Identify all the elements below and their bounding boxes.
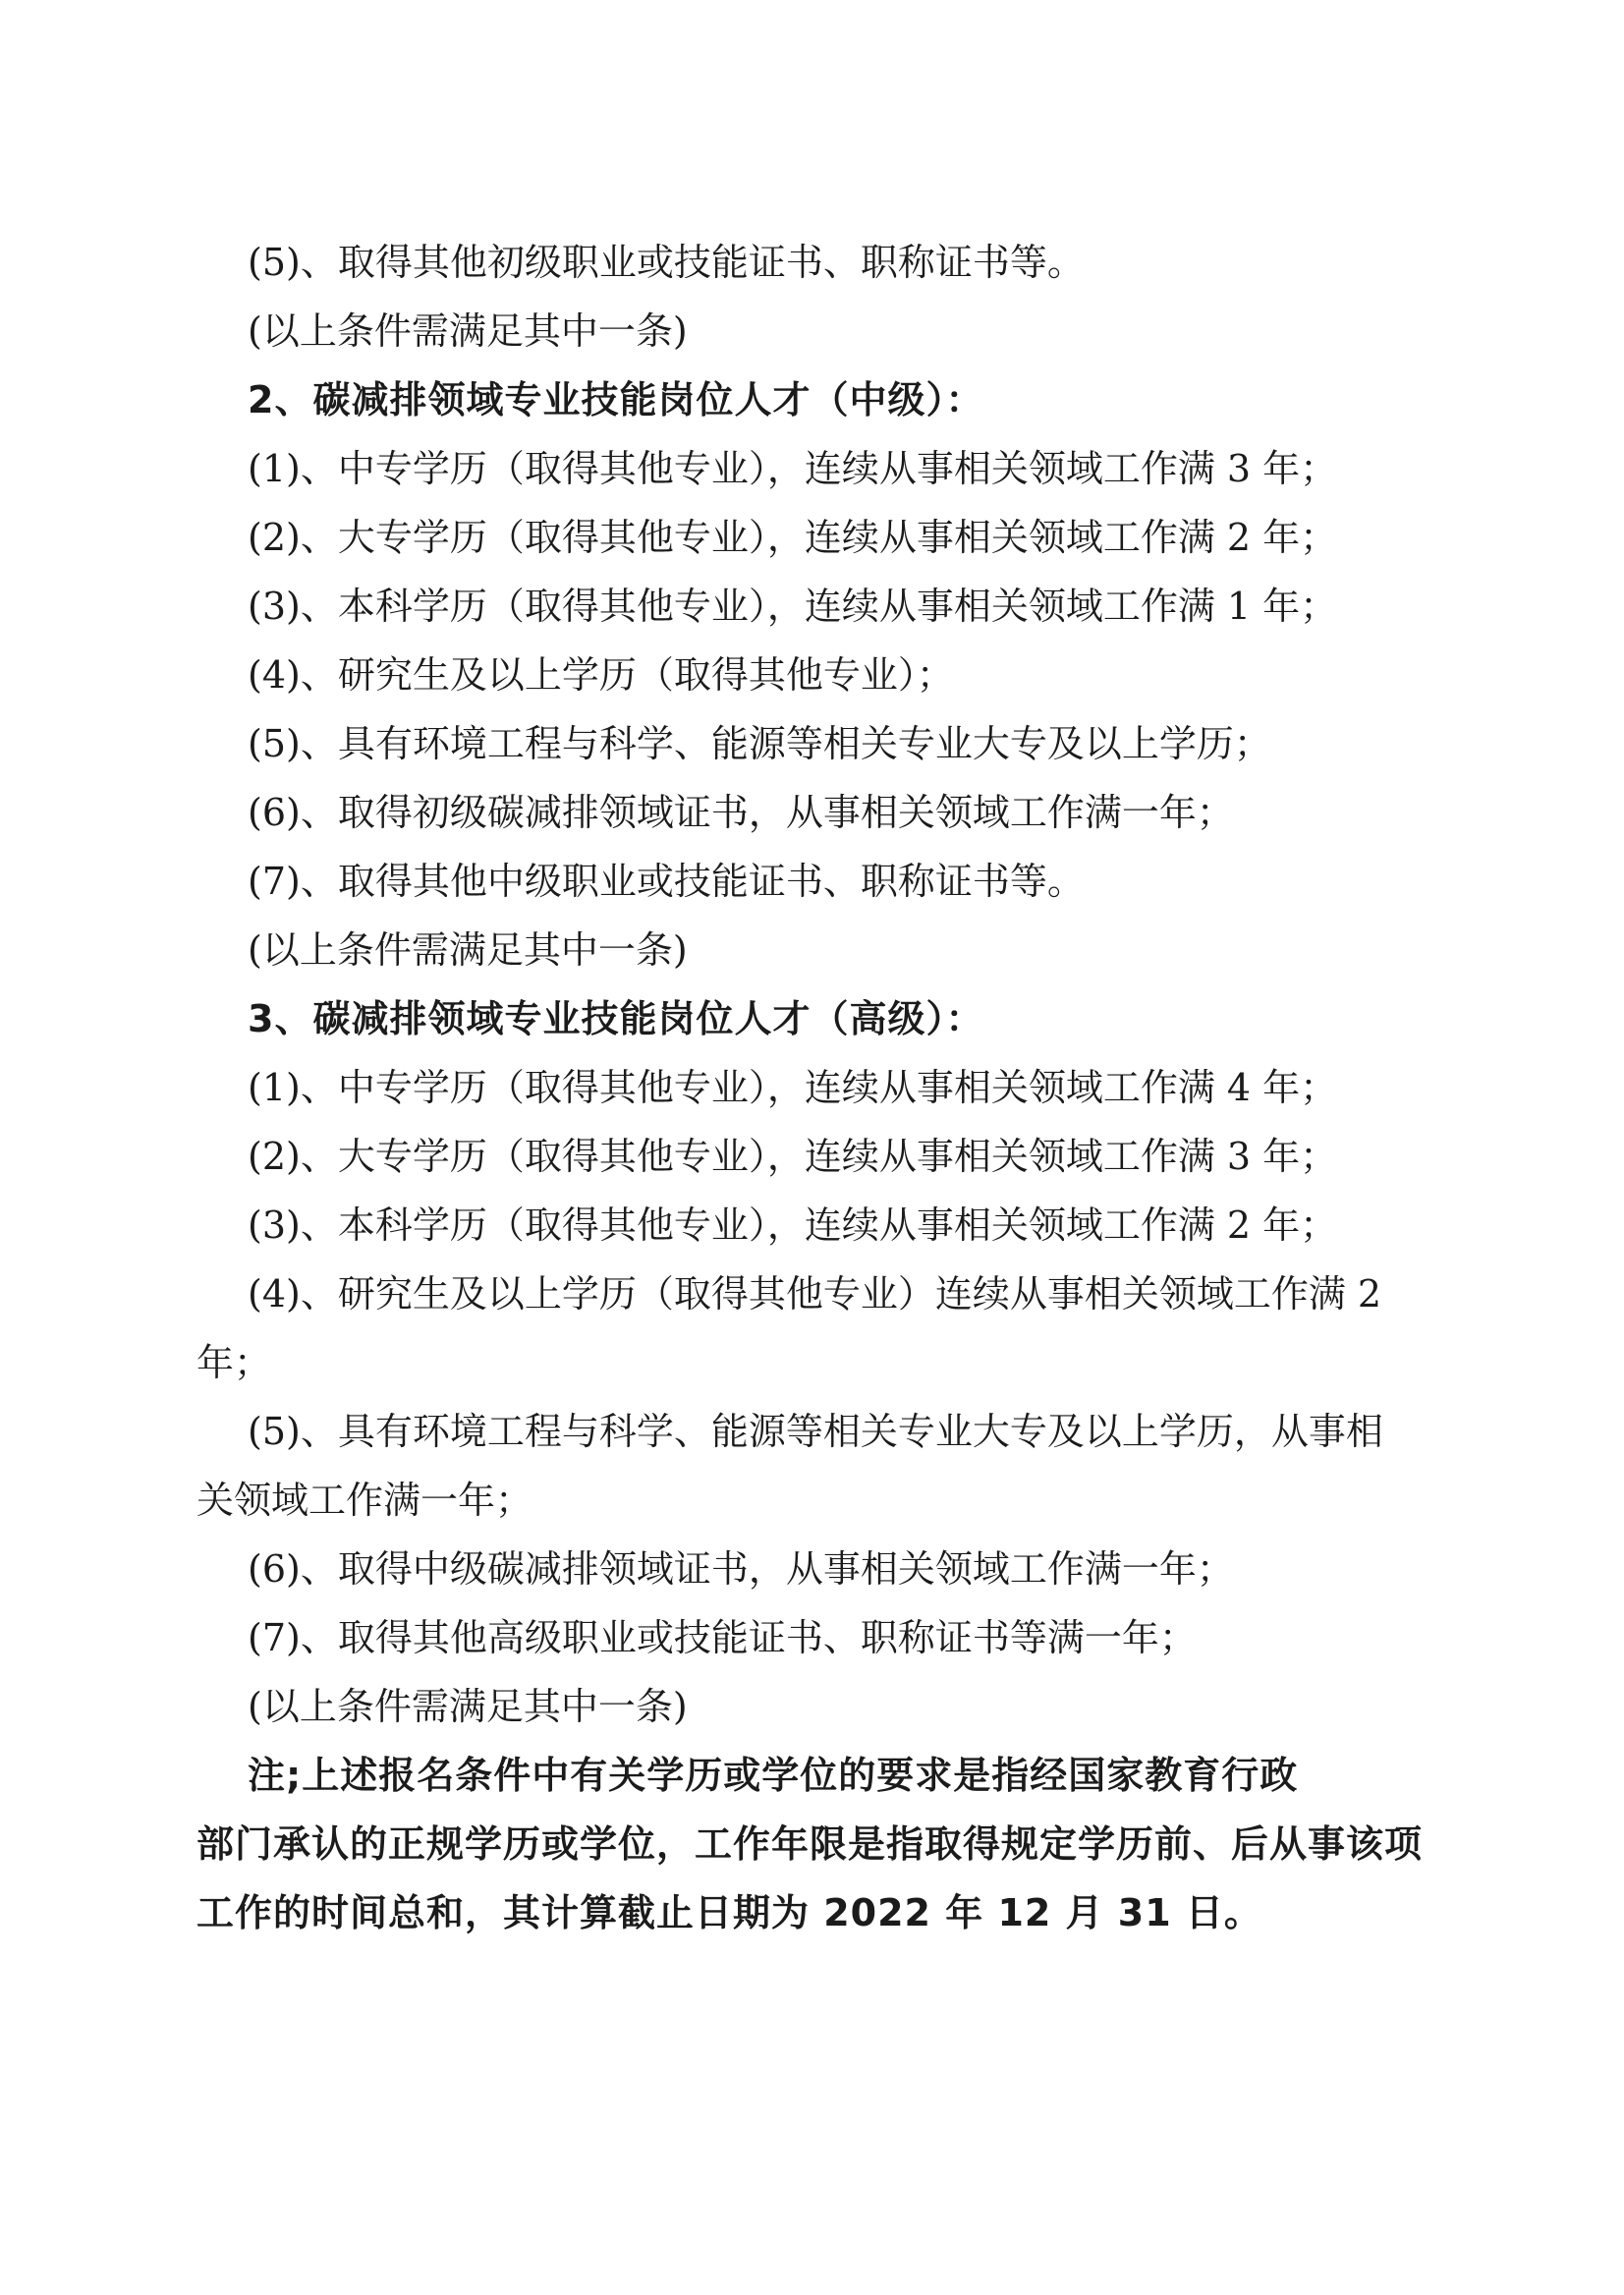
- senior-condition-4: (4)、研究生及以上学历（取得其他专业）连续从事相关领域工作满 2: [248, 1272, 1382, 1315]
- senior-condition-7: (7)、取得其他高级职业或技能证书、职称证书等满一年；: [248, 1616, 1197, 1659]
- intermediate-condition-3: (3)、本科学历（取得其他专业），连续从事相关领域工作满 1 年；: [248, 585, 1338, 628]
- senior-condition-2: (2)、大专学历（取得其他专业），连续从事相关领域工作满 3 年；: [248, 1135, 1338, 1178]
- senior-condition-5: (5)、具有环境工程与科学、能源等相关专业大专及以上学历，从事相: [248, 1410, 1383, 1453]
- section-heading-intermediate: 2、碳减排领域专业技能岗位人才（中级）：: [248, 378, 984, 421]
- intermediate-condition-5: (5)、具有环境工程与科学、能源等相关专业大专及以上学历；: [248, 722, 1271, 765]
- senior-condition-3: (3)、本科学历（取得其他专业），连续从事相关领域工作满 2 年；: [248, 1203, 1338, 1247]
- document-body: [196, 228, 1425, 1947]
- senior-condition-4-cont: 年；: [196, 1341, 272, 1384]
- senior-requirement-note: (以上条件需满足其中一条): [248, 1685, 688, 1728]
- junior-condition-5: (5)、取得其他初级职业或技能证书、职称证书等。: [248, 241, 1085, 284]
- intermediate-condition-6: (6)、取得初级碳减排领域证书，从事相关领域工作满一年；: [248, 791, 1234, 834]
- intermediate-condition-2: (2)、大专学历（取得其他专业），连续从事相关领域工作满 2 年；: [248, 516, 1338, 559]
- junior-requirement-note: (以上条件需满足其中一条): [248, 309, 688, 353]
- intermediate-requirement-note: (以上条件需满足其中一条): [248, 928, 688, 972]
- senior-condition-5-cont: 关领域工作满一年；: [196, 1479, 533, 1522]
- section-heading-senior: 3、碳减排领域专业技能岗位人才（高级）：: [248, 997, 984, 1040]
- note-paragraph-line-1: 注;上述报名条件中有关学历或学位的要求是指经国家教育行政: [248, 1754, 1299, 1797]
- note-paragraph-line-3: 工作的时间总和，其计算截止日期为 2022 年 12 月 31 日。: [196, 1891, 1262, 1934]
- note-paragraph-line-2: 部门承认的正规学历或学位，工作年限是指取得规定学历前、后从事该项: [196, 1822, 1424, 1866]
- intermediate-condition-7: (7)、取得其他中级职业或技能证书、职称证书等。: [248, 860, 1085, 903]
- senior-condition-1: (1)、中专学历（取得其他专业），连续从事相关领域工作满 4 年；: [248, 1066, 1338, 1109]
- intermediate-condition-4: (4)、研究生及以上学历（取得其他专业）；: [248, 653, 954, 697]
- intermediate-condition-1: (1)、中专学历（取得其他专业），连续从事相关领域工作满 3 年；: [248, 447, 1338, 490]
- senior-condition-6: (6)、取得中级碳减排领域证书，从事相关领域工作满一年；: [248, 1547, 1234, 1591]
